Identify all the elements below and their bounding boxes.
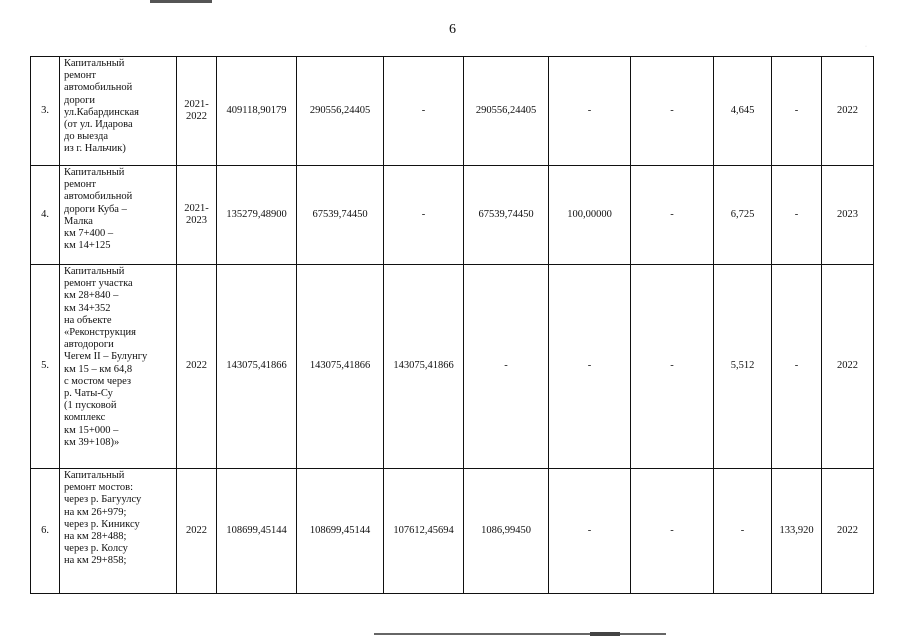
length-km-cell: - [714, 469, 772, 594]
row-number-cell: 6. [31, 469, 60, 594]
commission-year-cell: 2023 [822, 166, 874, 265]
object-name-cell: Капитальный ремонт участка км 28+840 – км 34+352 на объекте «Реконструкция автодороги Чегем II – Булунгу км 15 – км 64,8 с мостом через р. Чаты-Су (1 пусковой комплекс км 15+000 – км 39+108)» [60, 265, 177, 469]
federal-budget-cell: - [384, 57, 464, 166]
total-funding-cell: 290556,24405 [297, 57, 384, 166]
funding-col-5-cell: - [549, 265, 631, 469]
object-name-cell: Капитальный ремонт автомобильной дороги Куба – Малка км 7+400 – км 14+125 [60, 166, 177, 265]
length-km-cell: 5,512 [714, 265, 772, 469]
scan-artifact-bottom-mark [590, 632, 620, 636]
bridge-length-m-cell: - [772, 57, 822, 166]
funding-col-5-cell: - [549, 57, 631, 166]
total-funding-cell: 143075,41866 [297, 265, 384, 469]
program-table [30, 56, 874, 594]
table-row [31, 166, 874, 265]
estimated-cost-cell: 409118,90179 [217, 57, 297, 166]
table-row [31, 57, 874, 166]
bridge-length-m-cell: - [772, 166, 822, 265]
scan-artifact-dot: · [865, 44, 867, 50]
scan-artifact-top [150, 0, 212, 3]
commission-year-cell: 2022 [822, 265, 874, 469]
estimated-cost-cell: 135279,48900 [217, 166, 297, 265]
table-row [31, 469, 874, 594]
implementation-years-cell: 2022 [177, 469, 217, 594]
row-number-cell: 4. [31, 166, 60, 265]
commission-year-cell: 2022 [822, 469, 874, 594]
table-row [31, 265, 874, 469]
estimated-cost-cell: 108699,45144 [217, 469, 297, 594]
total-funding-cell: 67539,74450 [297, 166, 384, 265]
bridge-length-m-cell: - [772, 265, 822, 469]
funding-col-6-cell: - [631, 469, 714, 594]
regional-budget-cell: 1086,99450 [464, 469, 549, 594]
implementation-years-cell: 2021- 2022 [177, 57, 217, 166]
federal-budget-cell: - [384, 166, 464, 265]
commission-year-cell: 2022 [822, 57, 874, 166]
regional-budget-cell: 290556,24405 [464, 57, 549, 166]
implementation-years-cell: 2022 [177, 265, 217, 469]
page-number: 6 [449, 22, 456, 37]
length-km-cell: 4,645 [714, 57, 772, 166]
funding-col-6-cell: - [631, 265, 714, 469]
regional-budget-cell: 67539,74450 [464, 166, 549, 265]
row-number-cell: 3. [31, 57, 60, 166]
funding-col-6-cell: - [631, 57, 714, 166]
implementation-years-cell: 2021- 2023 [177, 166, 217, 265]
bridge-length-m-cell: 133,920 [772, 469, 822, 594]
length-km-cell: 6,725 [714, 166, 772, 265]
row-number-cell: 5. [31, 265, 60, 469]
federal-budget-cell: 107612,45694 [384, 469, 464, 594]
scan-artifact-bottom [374, 633, 666, 635]
funding-col-5-cell: - [549, 469, 631, 594]
regional-budget-cell: - [464, 265, 549, 469]
object-name-cell: Капитальный ремонт мостов: через р. Багуулсу на км 26+979; через р. Киниксу на км 28+488; через р. Колсу на км 29+858; [60, 469, 177, 594]
funding-col-5-cell: 100,00000 [549, 166, 631, 265]
total-funding-cell: 108699,45144 [297, 469, 384, 594]
federal-budget-cell: 143075,41866 [384, 265, 464, 469]
funding-col-6-cell: - [631, 166, 714, 265]
estimated-cost-cell: 143075,41866 [217, 265, 297, 469]
object-name-cell: Капитальный ремонт автомобильной дороги ул.Кабардинская (от ул. Идарова до выезда из г. Нальчик) [60, 57, 177, 166]
